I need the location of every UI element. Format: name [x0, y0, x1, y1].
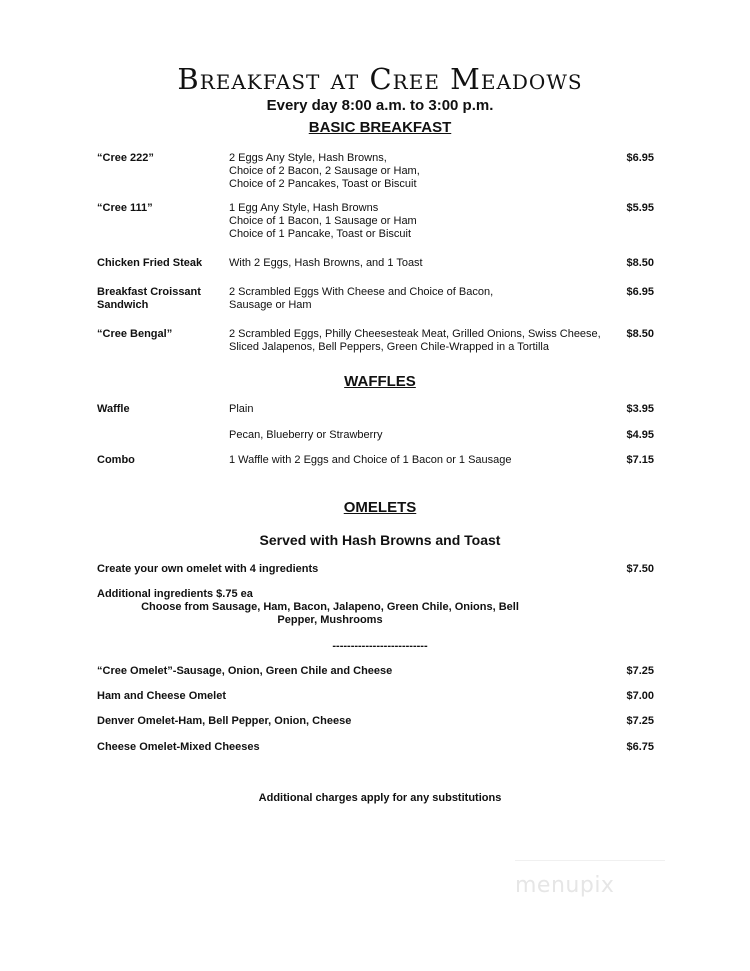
item-name: Chicken Fried Steak: [97, 257, 203, 269]
item-description: Plain: [229, 403, 254, 415]
item-price: $7.25: [626, 665, 654, 677]
item-price: $6.95: [626, 152, 654, 164]
item-description: 2 Scrambled Eggs With Cheese and Choice of Bacon, Sausage or Ham: [229, 286, 494, 311]
omelet-item: Cheese Omelet-Mixed Cheeses: [97, 741, 260, 753]
item-price: $6.75: [626, 741, 654, 753]
item-price: $7.25: [626, 715, 654, 727]
item-price: $8.50: [626, 257, 654, 269]
item-description: Pecan, Blueberry or Strawberry: [229, 429, 383, 441]
omelet-item: “Cree Omelet”-Sausage, Onion, Green Chile and Cheese: [97, 665, 393, 677]
additional-ingredients-choices: Choose from Sausage, Ham, Bacon, Jalapeno, Green Chile, Onions, Bell Pepper, Mushrooms: [141, 601, 519, 626]
item-price: $4.95: [626, 429, 654, 441]
menupix-watermark: menupix: [515, 873, 615, 898]
omelets-heading: OMELETS: [343, 499, 417, 516]
item-description: With 2 Eggs, Hash Browns, and 1 Toast: [229, 257, 423, 269]
item-description: 2 Eggs Any Style, Hash Browns, Choice of 2 Bacon, 2 Sausage or Ham, Choice of 2 Pancakes, Toast or Biscuit: [229, 152, 420, 190]
create-own-omelet: Create your own omelet with 4 ingredients: [97, 563, 319, 575]
item-description: 1 Waffle with 2 Eggs and Choice of 1 Bacon or 1 Sausage: [229, 454, 512, 466]
menu-title: Breakfast at Cree Meadows: [177, 62, 583, 96]
omelet-item: Denver Omelet-Ham, Bell Pepper, Onion, Cheese: [97, 715, 352, 727]
item-price: $6.95: [626, 286, 654, 298]
item-price: $8.50: [626, 328, 654, 340]
item-name: “Cree Bengal”: [97, 328, 173, 340]
item-description: 1 Egg Any Style, Hash Browns Choice of 1 Bacon, 1 Sausage or Ham Choice of 1 Pancake, Toast or Biscuit: [229, 202, 417, 240]
item-price: $7.15: [626, 454, 654, 466]
divider: --------------------------: [332, 640, 428, 652]
item-name: “Cree 111”: [97, 202, 153, 214]
waffles-heading: WAFFLES: [344, 373, 416, 390]
omelet-item: Ham and Cheese Omelet: [97, 690, 226, 702]
item-price: $7.00: [626, 690, 654, 702]
hours-subtitle: Every day 8:00 a.m. to 3:00 p.m.: [266, 97, 494, 114]
item-description: 2 Scrambled Eggs, Philly Cheesesteak Meat, Grilled Onions, Swiss Cheese, Sliced Jalapenos, Bell Peppers, Green Chile-Wrapped in a Tortilla: [229, 328, 601, 353]
substitutions-note: Additional charges apply for any substitutions: [258, 792, 502, 804]
item-price: $5.95: [626, 202, 654, 214]
item-name: Waffle: [97, 403, 130, 415]
item-price: $7.50: [626, 563, 654, 575]
served-with-note: Served with Hash Browns and Toast: [259, 532, 501, 548]
item-name: Combo: [97, 454, 135, 466]
watermark-line: [515, 860, 665, 861]
item-price: $3.95: [626, 403, 654, 415]
item-name: Breakfast Croissant Sandwich: [97, 286, 201, 311]
item-name: “Cree 222”: [97, 152, 154, 164]
additional-ingredients-label: Additional ingredients $.75 ea: [97, 588, 253, 600]
basic-breakfast-heading: BASIC BREAKFAST: [308, 119, 452, 136]
